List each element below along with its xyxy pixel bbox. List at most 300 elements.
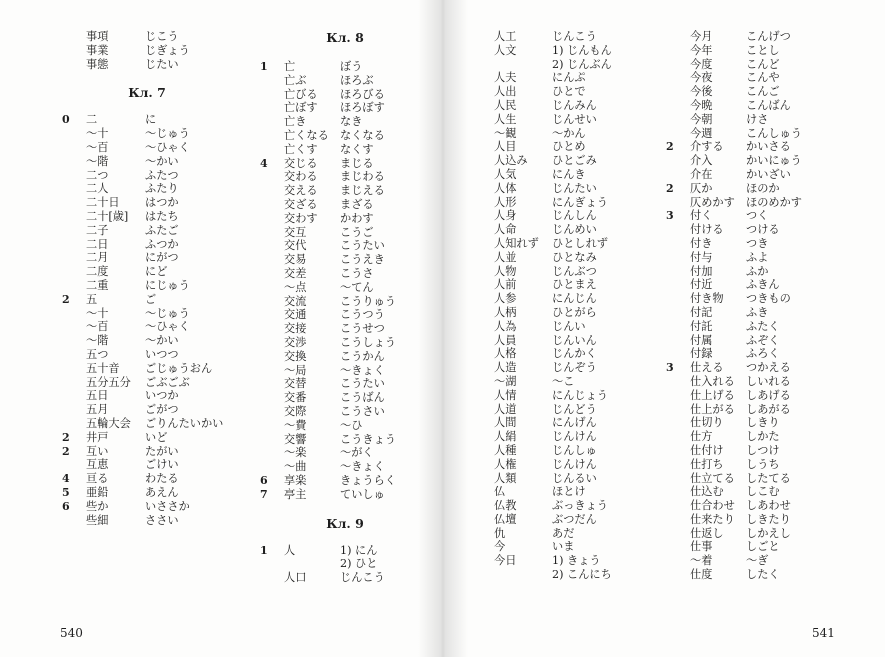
entry-kanji: 仕上げる: [690, 388, 735, 402]
entry-row: [494, 554, 664, 568]
entry-row: [260, 308, 430, 322]
entry-kanji: 互恵: [86, 458, 109, 472]
entry-kanji: 今後: [690, 85, 713, 99]
entry-reading: たがい: [145, 444, 179, 458]
entry-row: [494, 99, 664, 113]
entry-row: [666, 540, 836, 554]
entry-kanji: 二つ: [86, 168, 109, 182]
col4-body-list: [666, 30, 836, 582]
entry-kanji: 五: [86, 292, 98, 306]
entry-kanji: 五つ: [86, 347, 109, 361]
entry-row: [494, 499, 664, 513]
entry-kanji: 付ける: [690, 223, 724, 237]
entry-row: [666, 237, 836, 251]
entry-reading: じんたい: [552, 181, 597, 195]
entry-kanji: 人参: [494, 292, 517, 306]
entry-kanji: 人前: [494, 278, 517, 292]
entry-row: [62, 279, 232, 293]
entry-reading: 1) じんもん: [552, 43, 612, 57]
entry-stroke-count: 2: [62, 430, 70, 444]
entry-kanji: 今晩: [690, 98, 713, 112]
entry-kanji: 仕上がる: [690, 402, 735, 416]
entry-reading: ひとしれず: [552, 236, 608, 250]
entry-reading: じんぞう: [552, 361, 597, 375]
entry-row: [666, 416, 836, 430]
entry-row: [494, 568, 664, 582]
entry-stroke-count: 5: [62, 485, 70, 499]
entry-reading: ふよ: [746, 250, 769, 264]
entry-reading: にんぎょう: [552, 195, 608, 209]
entry-row: [62, 251, 232, 265]
entry-row: [260, 460, 430, 474]
entry-reading: なくなる: [340, 128, 385, 142]
entry-kanji: 交わる: [284, 170, 318, 184]
entry-kanji: 五日: [86, 389, 109, 403]
entry-kanji: 仏壇: [494, 512, 517, 526]
entry-kanji: 交代: [284, 239, 307, 253]
entry-kanji: 仏: [494, 485, 506, 499]
entry-row: [494, 85, 664, 99]
entry-kanji: 仕来たり: [690, 512, 735, 526]
entry-reading: まじわる: [340, 170, 385, 184]
column-3: [494, 30, 664, 582]
entry-kanji: 亡くなる: [284, 128, 329, 142]
section-heading: [260, 30, 430, 60]
entry-row: [260, 405, 430, 419]
entry-kanji: 人造: [494, 361, 517, 375]
entry-kanji: 〜観: [494, 126, 517, 140]
entry-row: [494, 223, 664, 237]
entry-kanji: 交易: [284, 253, 307, 267]
entry-row: [62, 224, 232, 238]
entry-kanji: 些か: [86, 499, 109, 513]
entry-row: [260, 557, 430, 571]
entry-reading: じんるい: [552, 471, 597, 485]
entry-row: [260, 157, 430, 171]
entry-kanji: 些細: [86, 513, 109, 527]
entry-reading: しつけ: [746, 443, 780, 457]
entry-reading: つき: [746, 236, 769, 250]
entry-kanji: 仕打ち: [690, 457, 724, 471]
entry-row: [494, 58, 664, 72]
entry-stroke-count: 2: [62, 292, 70, 306]
entry-row: [494, 347, 664, 361]
entry-kanji: 交際: [284, 404, 307, 418]
entry-stroke-count: 6: [62, 499, 70, 513]
entry-reading: 〜ひゃく: [145, 320, 190, 334]
entry-kanji: 二: [86, 113, 98, 127]
entry-kanji: 付記: [690, 305, 713, 319]
entry-row: [494, 140, 664, 154]
entry-row: [62, 362, 232, 376]
entry-row: [494, 458, 664, 472]
entry-reading: ふたく: [746, 319, 780, 333]
entry-reading: 〜きょく: [340, 363, 385, 377]
entry-reading: つく: [746, 209, 769, 223]
entry-kanji: 五月: [86, 403, 109, 417]
entry-kanji: 人員: [494, 333, 517, 347]
entry-reading: ささい: [145, 513, 179, 527]
entry-row: [260, 74, 430, 88]
entry-row: [666, 71, 836, 85]
entry-kanji: 人種: [494, 443, 517, 457]
entry-kanji: 付加: [690, 264, 713, 278]
entry-reading: あだ: [552, 526, 575, 540]
entry-kanji: 二子: [86, 223, 109, 237]
entry-kanji: 仏教: [494, 499, 517, 513]
entry-row: [666, 554, 836, 568]
entry-kanji: 付託: [690, 319, 713, 333]
entry-row: [494, 265, 664, 279]
col2-body2-list: [260, 544, 430, 585]
entry-reading: ひとごみ: [552, 154, 597, 168]
entry-row: [260, 350, 430, 364]
entry-kanji: 人目: [494, 140, 517, 154]
entry-kanji: 〜十: [86, 127, 109, 141]
entry-reading: 〜ひゃく: [145, 140, 190, 154]
entry-reading: じんしん: [552, 209, 597, 223]
page-number-left: 540: [60, 626, 83, 640]
entry-reading: じんどう: [552, 402, 597, 416]
entry-row: [260, 226, 430, 240]
entry-reading: しうち: [746, 457, 780, 471]
entry-row: [62, 445, 232, 459]
entry-kanji: 人生: [494, 112, 517, 126]
entry-row: [666, 168, 836, 182]
entry-reading: ふぞく: [746, 333, 780, 347]
entry-reading: しかえし: [746, 526, 791, 540]
entry-kanji: 交流: [284, 294, 307, 308]
entry-reading: ふたり: [145, 182, 179, 196]
entry-row: [666, 182, 836, 196]
entry-reading: に: [145, 113, 157, 127]
entry-reading: ことし: [746, 43, 780, 57]
entry-kanji: 仕度: [690, 568, 713, 582]
entry-kanji: 〜局: [284, 363, 307, 377]
entry-reading: 〜ぎ: [746, 554, 769, 568]
entry-kanji: 人体: [494, 181, 517, 195]
entry-reading: はつか: [145, 196, 179, 210]
entry-reading: こんばん: [746, 98, 791, 112]
entry-reading: いつつ: [145, 347, 179, 361]
entry-kanji: 亡き: [284, 115, 307, 129]
entry-reading: つける: [746, 223, 780, 237]
entry-row: [666, 154, 836, 168]
entry-kanji: 今日: [494, 554, 517, 568]
entry-row: [62, 30, 232, 44]
entry-reading: にど: [145, 265, 168, 279]
entry-row: [494, 292, 664, 306]
entry-kanji: 仕切り: [690, 416, 724, 430]
entry-kanji: 〜費: [284, 418, 307, 432]
entry-reading: ふか: [746, 264, 769, 278]
entry-reading: こうかん: [340, 349, 385, 363]
section-heading: [62, 71, 232, 113]
entry-kanji: 人柄: [494, 305, 517, 319]
entry-reading: こうえき: [340, 253, 385, 267]
entry-row: [260, 377, 430, 391]
entry-stroke-count: 6: [260, 473, 268, 487]
entry-kanji: 交替: [284, 377, 307, 391]
entry-reading: かいさる: [746, 140, 791, 154]
entry-row: [666, 44, 836, 58]
entry-row: [62, 127, 232, 141]
entry-row: [62, 472, 232, 486]
entry-kanji: 亡ぶ: [284, 73, 307, 87]
entry-kanji: 事態: [86, 57, 109, 71]
entry-kanji: 付く: [690, 209, 713, 223]
entry-row: [494, 113, 664, 127]
entry-kanji: 人知れず: [494, 236, 539, 250]
entry-row: [62, 486, 232, 500]
entry-kanji: 亡くす: [284, 142, 318, 156]
page-number-right: 541: [812, 626, 835, 640]
entry-reading: ほろびる: [340, 87, 385, 101]
entry-row: [62, 182, 232, 196]
entry-reading: ぶっきょう: [552, 499, 608, 513]
entry-kanji: 二度: [86, 265, 109, 279]
entry-kanji: 〜曲: [284, 460, 307, 474]
entry-reading: こんや: [746, 71, 780, 85]
entry-reading: じんめい: [552, 223, 597, 237]
entry-reading: にんげん: [552, 416, 597, 430]
entry-reading: 2) こんにち: [552, 568, 612, 582]
entry-kanji: 仄か: [690, 181, 713, 195]
entry-kanji: 人工: [494, 30, 517, 43]
entry-row: [666, 444, 836, 458]
entry-reading: 〜てん: [340, 280, 374, 294]
entry-reading: ごりんたいかい: [145, 416, 224, 430]
entry-row: [260, 488, 430, 502]
entry-row: [260, 184, 430, 198]
entry-kanji: 交ざる: [284, 197, 318, 211]
entry-kanji: 人並: [494, 250, 517, 264]
entry-reading: しかた: [746, 430, 780, 444]
entry-reading: 〜じゅう: [145, 306, 190, 320]
entry-reading: したく: [746, 568, 780, 582]
entry-stroke-count: 1: [260, 543, 268, 557]
entry-kanji: 人: [284, 543, 296, 557]
entry-reading: いま: [552, 540, 575, 554]
entry-kanji: 人夫: [494, 71, 517, 85]
entry-row: [494, 182, 664, 196]
entry-row: [666, 140, 836, 154]
entry-reading: いど: [145, 430, 168, 444]
entry-reading: こうりゅう: [340, 294, 396, 308]
heading-kl7: Кл. 7: [128, 85, 166, 101]
entry-reading: じんこう: [552, 30, 597, 43]
entry-kanji: 〜階: [86, 154, 109, 168]
entry-stroke-count: 4: [260, 156, 268, 170]
entry-row: [494, 416, 664, 430]
entry-reading: こんご: [746, 85, 780, 99]
entry-row: [666, 127, 836, 141]
entry-row: [62, 238, 232, 252]
entry-kanji: 人形: [494, 195, 517, 209]
entry-reading: ほろぶ: [340, 73, 374, 87]
entry-kanji: 交わす: [284, 211, 318, 225]
entry-stroke-count: 3: [666, 209, 674, 223]
entry-kanji: 互い: [86, 444, 109, 458]
entry-kanji: 〜十: [86, 306, 109, 320]
entry-row: [260, 60, 430, 74]
entry-reading: なくす: [340, 142, 374, 156]
entry-kanji: 交響: [284, 432, 307, 446]
entry-kanji: 人間: [494, 416, 517, 430]
entry-reading: ふつか: [145, 237, 179, 251]
entry-row: [62, 196, 232, 210]
entry-row: [260, 198, 430, 212]
entry-row: [666, 292, 836, 306]
entry-row: [260, 212, 430, 226]
entry-reading: 〜じゅう: [145, 127, 190, 141]
entry-stroke-count: 3: [666, 361, 674, 375]
entry-row: [666, 113, 836, 127]
entry-row: [494, 361, 664, 375]
entry-reading: ひとめ: [552, 140, 586, 154]
entry-reading: ごがつ: [145, 403, 179, 417]
section-heading: [260, 502, 430, 544]
entry-reading: こんしゅう: [746, 126, 802, 140]
entry-reading: こうきょう: [340, 432, 396, 446]
entry-row: [666, 361, 836, 375]
entry-reading: じんい: [552, 319, 586, 333]
entry-reading: 1) きょう: [552, 554, 601, 568]
entry-reading: じんぶつ: [552, 264, 597, 278]
entry-kanji: 人気: [494, 167, 517, 181]
entry-kanji: 介する: [690, 140, 724, 154]
entry-row: [666, 251, 836, 265]
entry-kanji: 人文: [494, 43, 517, 57]
entry-reading: いつか: [145, 389, 179, 403]
entry-reading: こうさい: [340, 404, 385, 418]
entry-kanji: 交える: [284, 184, 318, 198]
entry-row: [260, 322, 430, 336]
entry-row: [260, 419, 430, 433]
entry-row: [666, 58, 836, 72]
entry-reading: はたち: [145, 209, 179, 223]
entry-row: [494, 127, 664, 141]
entry-kanji: 仕返し: [690, 526, 724, 540]
entry-kanji: 享楽: [284, 473, 307, 487]
entry-reading: ひとなみ: [552, 250, 597, 264]
entry-row: [260, 253, 430, 267]
entry-row: [494, 403, 664, 417]
entry-reading: まじる: [340, 156, 374, 170]
entry-reading: ごぶごぶ: [145, 375, 190, 389]
entry-reading: ほとけ: [552, 485, 586, 499]
entry-row: [260, 544, 430, 558]
entry-row: [666, 527, 836, 541]
entry-reading: にじゅう: [145, 278, 190, 292]
entry-kanji: 〜点: [284, 280, 307, 294]
entry-kanji: 二十日: [86, 196, 120, 210]
entry-kanji: 亘る: [86, 472, 109, 486]
entry-reading: ふき: [746, 305, 769, 319]
entry-row: [260, 446, 430, 460]
entry-row: [494, 306, 664, 320]
entry-reading: かいにゅう: [746, 154, 802, 168]
entry-reading: じんけん: [552, 430, 597, 444]
entry-stroke-count: 2: [666, 140, 674, 154]
entry-kanji: 交渉: [284, 335, 307, 349]
entry-row: [494, 430, 664, 444]
entry-reading: 〜がく: [340, 446, 374, 460]
entry-reading: 〜ひ: [340, 418, 363, 432]
entry-kanji: 人物: [494, 264, 517, 278]
entry-row: [494, 237, 664, 251]
entry-reading: じんこう: [340, 571, 385, 585]
column-4: [666, 30, 836, 582]
entry-kanji: 付属: [690, 333, 713, 347]
entry-row: [666, 306, 836, 320]
entry-reading: 〜かい: [145, 154, 179, 168]
entry-kanji: 二重: [86, 278, 109, 292]
entry-row: [666, 403, 836, 417]
entry-row: [62, 320, 232, 334]
entry-row: [260, 281, 430, 295]
entry-reading: わたる: [145, 472, 179, 486]
entry-kanji: 井戸: [86, 430, 109, 444]
entry-reading: ご: [145, 292, 157, 306]
entry-kanji: 今夜: [690, 71, 713, 85]
entry-kanji: 〜百: [86, 320, 109, 334]
entry-row: [62, 403, 232, 417]
entry-row: [62, 431, 232, 445]
entry-row: [666, 223, 836, 237]
entry-reading: しこむ: [746, 485, 780, 499]
entry-kanji: 仕方: [690, 430, 713, 444]
entry-reading: かわす: [340, 211, 374, 225]
entry-row: [666, 472, 836, 486]
entry-kanji: 付き: [690, 236, 713, 250]
entry-kanji: 今週: [690, 126, 713, 140]
entry-row: [260, 571, 430, 585]
entry-row: [62, 500, 232, 514]
entry-row: [62, 389, 232, 403]
entry-row: [666, 513, 836, 527]
entry-reading: まじえる: [340, 184, 385, 198]
entry-row: [260, 433, 430, 447]
entry-kanji: 人絹: [494, 430, 517, 444]
entry-reading: したてる: [746, 471, 791, 485]
entry-row: [260, 170, 430, 184]
entry-kanji: 〜百: [86, 140, 109, 154]
entry-row: [62, 458, 232, 472]
entry-reading: つきもの: [746, 292, 791, 306]
entry-row: [666, 375, 836, 389]
entry-kanji: 仕合わせ: [690, 499, 735, 513]
entry-row: [260, 391, 430, 405]
entry-kanji: 交通: [284, 308, 307, 322]
entry-row: [62, 58, 232, 72]
entry-row: [62, 514, 232, 528]
heading-kl9: Кл. 9: [326, 515, 364, 531]
entry-reading: こんげつ: [746, 30, 791, 43]
entry-reading: しあがる: [746, 402, 791, 416]
entry-kanji: 亭主: [284, 487, 307, 501]
entry-kanji: 亡びる: [284, 87, 318, 101]
entry-row: [494, 209, 664, 223]
entry-kanji: 人権: [494, 457, 517, 471]
entry-kanji: 介入: [690, 154, 713, 168]
col1-top-list: [62, 30, 232, 71]
entry-kanji: 人出: [494, 85, 517, 99]
entry-row: [62, 348, 232, 362]
entry-row: [666, 458, 836, 472]
entry-reading: 〜かい: [145, 334, 179, 348]
entry-kanji: 仄めかす: [690, 195, 735, 209]
